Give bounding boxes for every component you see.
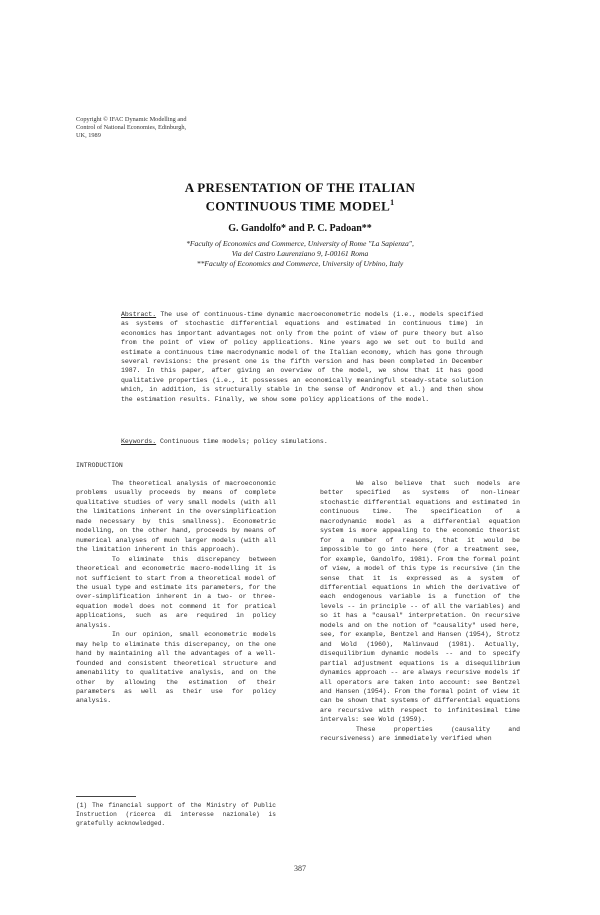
paper-title (0, 180, 600, 213)
keywords (121, 437, 483, 446)
affiliation-line: **Faculty of Economics and Commerce, University of Urbino, Italy (196, 259, 404, 268)
copyright-notice (76, 116, 296, 141)
title-line-2-text: CONTINUOUS TIME MODEL (205, 198, 391, 214)
keywords-label: Keywords. (121, 438, 157, 445)
paragraph: These properties (causality and recursiveness) are immediately verified when (320, 725, 520, 743)
left-column (76, 479, 276, 706)
title-line-1: A PRESENTATION OF THE ITALIAN (184, 180, 416, 195)
title-footnote-marker: 1 (390, 198, 395, 207)
abstract-text: The use of continuous-time dynamic macroeconometric models (i.e., models specified as systems of stochastic differential equations and estimated in continuous time) in economics has important advantages not only from the point of view of pure theory but also from the point of view of policy applications. Nine years ago we set out to build and estimate a continuous time macrodynamic model of the Italian economy, which has gone through several revisions: the present one is the fifth version and has been completed in December 1987. In this paper, after giving an overview of the model, we show that it has good qualitative properties (i.e., it possesses an economically meaningful steady-state solution which, in addition, is structurally stable in the sense of Andronov et al.) and then show the estimation results. Finally, we show some policy applications of the model. (121, 311, 483, 403)
right-column (320, 479, 520, 744)
copyright-line: Copyright © IFAC Dynamic Modelling and (76, 116, 187, 123)
keywords-text: Continuous time models; policy simulations. (156, 438, 328, 445)
abstract-label: Abstract. (121, 311, 157, 318)
abstract (121, 310, 483, 404)
paragraph: The theoretical analysis of macroeconomic problems usually proceeds by means of complete qualitative studies of very small models (with all the limitations inherent in the oversimplification made necessary by this smallness). Econometric modelling, on the other hand, proceeds by means of numerical analyses of much larger models (with all the limitation inherent in this approach). (76, 480, 276, 554)
title-line-2 (0, 195, 600, 213)
paragraph: To eliminate this discrepancy between theoretical and econometric macro-modelling it is not sufficient to start from a theoretical model of the usual type and estimate its parameters, for the over-simplification inherent in a two- or three-equation model does not commend it for pratical applications, such as are required in policy analysis. (76, 555, 276, 629)
paragraph: In our opinion, small econometric models may help to eliminate this discrepancy, on the one hand by maintaining all the advantages of a well-founded and consistent theoretical structure and amenability to qualitative analysis, and on the other by allowing the estimation of their parameters as well as their use for policy analysis. (76, 631, 276, 705)
footnote-divider (76, 796, 136, 797)
affiliation-line: Via del Castro Laurenziano 9, I-00161 Roma (231, 249, 369, 258)
copyright-line: UK, 1989 (76, 132, 101, 140)
affiliations (0, 239, 600, 269)
paragraph: We also believe that such models are better specified as systems of non-linear stochastic differential equations and estimated in continuous time. The specification of a macrodynamic model as a differential equation system is more appealing to the economic theorist for a number of reasons, that it would be impossible to go into here (for a treatment see, for example, Gandolfo, 1981). From the formal point of view, a model of this type is recursive (in the sense that it is expressed as a system of differential equations in which the derivative of each endogenous variable is a function of the levels -- in principle -- of all the variables) and so it has a "causal" interpretation. On recursive models and on the notion of "causality" used here, see, for example, Bentzel and Hansen (1954), Strotz and Wold (1960), Malinvaud (1981). Actually, disequilibrium dynamic models -- and to specify partial adjustment equations is a disequilibrium dynamics approach -- are always recursive models if all operators are taken into account: see Bentzel and Hansen (1954). From the formal point of view it can be shown that systems of differential equations are recursive with respect to infinitesimal time intervals: see Wold (1959). (320, 480, 520, 724)
footnote: (1) The financial support of the Ministry of Public Instruction (ricerca di interesse nazionale) is gratefully acknowledged. (76, 802, 276, 827)
affiliation-line: *Faculty of Economics and Commerce, University of Rome "La Sapienza", (186, 239, 414, 248)
section-heading: INTRODUCTION (76, 462, 123, 469)
authors: G. Gandolfo* and P. C. Padoan** (228, 223, 372, 234)
copyright-line: Control of National Economies, Edinburgh, (76, 124, 187, 132)
page-number: 387 (294, 864, 306, 873)
